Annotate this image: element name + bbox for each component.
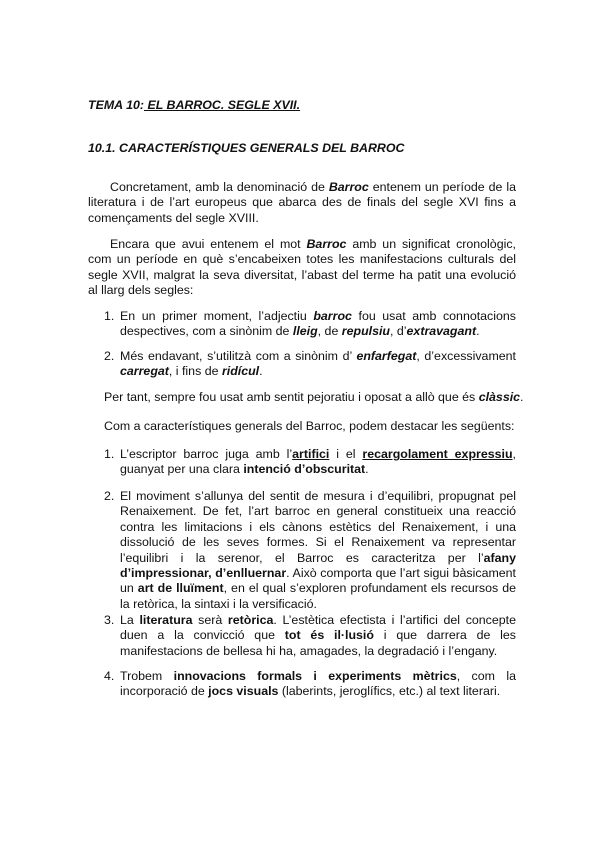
keyword: clàssic xyxy=(478,390,521,404)
list-number: 2. xyxy=(104,349,115,363)
document-page: TEMA 10: EL BARROC. SEGLE XVII. 10.1. CARACTERÍSTIQUES GENERALS DEL BARROC Concretament, amb la denominació de Barroc entenem un període de la literatura i de l’art europeus que abarca des de finals del segle XVI fins a començaments del segle XVIII. Encara que avui entenem el mot Barroc amb un significat cronològic, com un període en què s’encabeixen totes les manifestacions culturals del segle XVII, malgrat la seva diversitat, l’abast del terme ha patit una evolució al llarg dels segles: 1. En un primer moment, l’adjectiu barroc fou usat amb connotacions despectives, com a sinònim de lleig, de repulsiu, d’extravagant. 2. Més endavant, s’utilitzà com a sinònim d’ enfarfegat, d’excessivament carregat, i fins de ridícul. Per tant, sempre fou usat amb sentit pejoratiu i oposat a allò que és clàssic. Com a característiques generals del Barroc, podem destacar les següents: 1. L’escriptor barroc juga amb l’artifici i el recargolament expressiu, guanyat per una clara intenció d’obscuritat. 2. El moviment s’allunya del sentit de mesura i d’equilibri, propugnat pel Renaixement. De fet, l’art barroc en general constitueix una reacció contra les limitacions i els cànons estètics del Renaixement, i una dissolució de les seves formes. Si el Renaixement va representar l’equilibri i la serenor, el Barroc es caracteritza per l’afany d’impressionar, d’enlluernar. Això comporta que l’art sigui bàsicament un art de lluïment, en el qual s’exploren profundament els recursos de la retòrica, la sintaxi i la versificació. 3. La literatura serà retòrica. L’estètica efectista i l’artifici del concepte duen a la convicció que tot és il·lusió i que darrera de les manifestacions de bellesa hi ha, amagades, la degradació i l’engany. 4. Trobem innovacions formals i experiments mètrics, com la incorporació de jocs visuals (laberints, jeroglífics, etc.) al text literari. xyxy=(88,98,524,699)
keyword: Barroc xyxy=(328,180,369,194)
paragraph-pejorative: Per tant, sempre fou usat amb sentit pejoratiu i oposat a allò que és clàssic. xyxy=(104,390,524,404)
paragraph-evolution: Encara que avui entenem el mot Barroc amb un significat cronològic, com un període en què s’encabeixen totes les manifestacions culturals del segle XVII, malgrat la seva diversitat, l’abast del terme ha patit una evolució al llarg dels segles: xyxy=(88,237,516,298)
page-title xyxy=(88,98,300,112)
paragraph-characteristics: Com a característiques generals del Barroc, podem destacar les següents: xyxy=(104,419,515,433)
list-number: 2. xyxy=(104,489,115,503)
list-number: 1. xyxy=(104,309,115,323)
title-prefix: TEMA 10: xyxy=(88,98,144,112)
list-number: 1. xyxy=(104,447,115,461)
title-main: EL BARROC. SEGLE XVII. xyxy=(144,98,301,112)
list-number: 4. xyxy=(104,669,115,683)
section-heading: 10.1. CARACTERÍSTIQUES GENERALS DEL BARROC xyxy=(88,141,405,155)
keyword: Barroc xyxy=(306,237,347,251)
list-number: 3. xyxy=(104,613,115,627)
paragraph-intro: Concretament, amb la denominació de Barroc entenem un període de la literatura i de l’art europeus que abarca des de finals del segle XVI fins a començaments del segle XVIII. xyxy=(88,180,516,225)
